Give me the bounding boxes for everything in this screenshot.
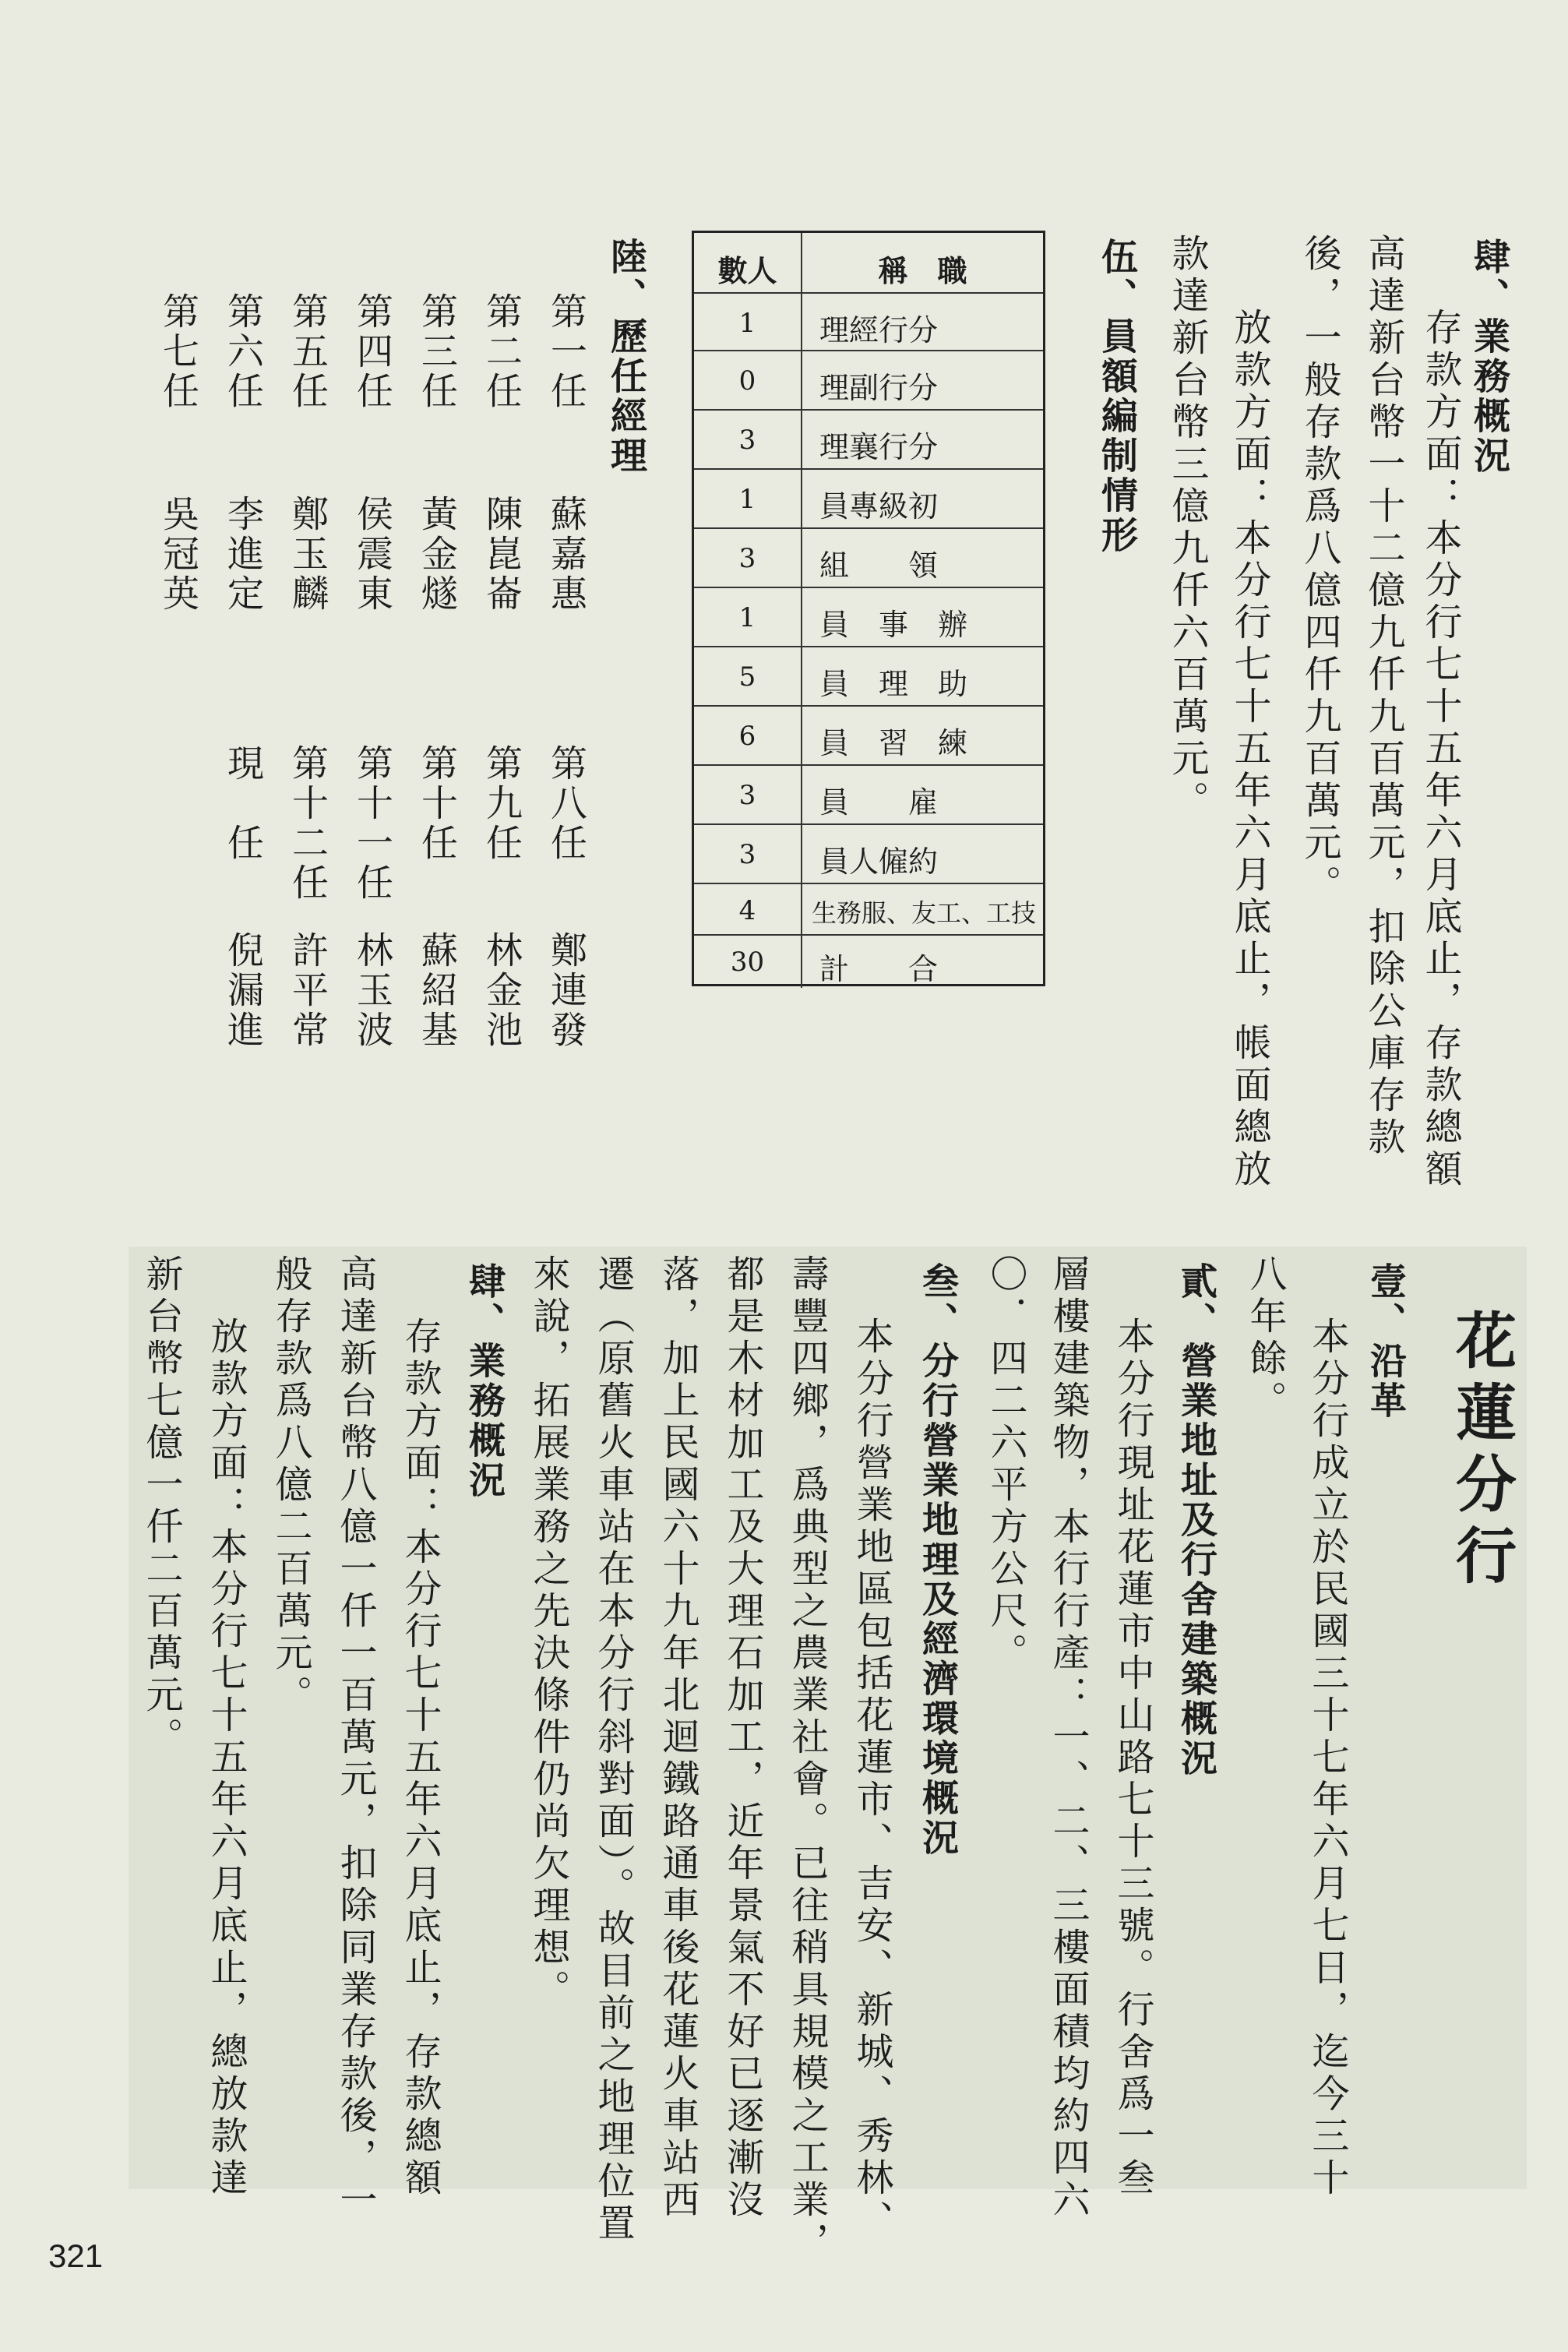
s3-line-4: 落，加上民國六十九年北迴鐵路通車後花蓮火車站西 bbox=[656, 1254, 699, 2222]
header-count: 數人 bbox=[717, 254, 777, 288]
row-count: 3 bbox=[738, 780, 756, 811]
table-row bbox=[694, 587, 1043, 647]
s4-deposit-line-3: 般存款爲八億二百萬元。 bbox=[269, 1254, 312, 1717]
branch-title: 花蓮分行 bbox=[1446, 1309, 1516, 1596]
s4-loan-line-2: 新台幣七億一仟二百萬元。 bbox=[139, 1254, 183, 1759]
manager-name: 林金池 bbox=[480, 931, 523, 1050]
table-row bbox=[694, 883, 1043, 936]
s3-line-5: 遷（原舊火車站在本分行斜對面）。故目前之地理位置 bbox=[591, 1254, 635, 2245]
manager-term: 第十一任 bbox=[351, 744, 393, 903]
row-title: 理副行分 bbox=[801, 351, 1043, 411]
row-title: 員人僱約 bbox=[801, 825, 1043, 884]
row-count: 4 bbox=[738, 895, 756, 926]
manager-name: 鄭連發 bbox=[544, 931, 587, 1050]
manager-term: 第四任 bbox=[351, 292, 393, 411]
manager-name: 黃金燧 bbox=[415, 495, 458, 614]
manager-name: 鄭玉麟 bbox=[286, 495, 329, 614]
table-row bbox=[694, 527, 1043, 588]
top-deposit-line-1: 存款方面：本分行七十五年六月底止，存款總額 bbox=[1418, 308, 1462, 1191]
manager-term: 第十任 bbox=[415, 744, 458, 863]
top-loan-line-2: 款達新台幣三億九仟六百萬元。 bbox=[1165, 234, 1209, 823]
top-deposit-line-2: 高達新台幣一十二億九仟九百萬元，扣除公庫存款 bbox=[1362, 234, 1405, 1159]
manager-term: 第十二任 bbox=[286, 744, 329, 903]
row-count: 5 bbox=[738, 661, 756, 693]
staff-table-header bbox=[694, 233, 1043, 292]
row-count: 1 bbox=[738, 308, 756, 339]
manager-name: 林玉波 bbox=[351, 931, 393, 1050]
row-count: 6 bbox=[738, 721, 756, 752]
top-loan-line-1: 放款方面：本分行七十五年六月底止，帳面總放 bbox=[1228, 308, 1271, 1191]
table-row bbox=[694, 350, 1043, 411]
manager-term: 第一任 bbox=[544, 292, 587, 411]
table-row bbox=[694, 292, 1043, 351]
s4-heading: 肆、業務概況 bbox=[463, 1262, 506, 1500]
table-row bbox=[694, 934, 1043, 988]
s3-line-1: 本分行營業地區包括花蓮市、吉安、新城、秀林、 bbox=[850, 1317, 893, 2242]
s2-heading: 貳、營業地址及行舍建築概況 bbox=[1175, 1262, 1217, 1779]
manager-term: 第九任 bbox=[480, 744, 523, 863]
top-deposit-line-3: 後，一般存款爲八億四仟九百萬元。 bbox=[1298, 234, 1341, 907]
top-section5-heading: 伍、員額編制情形 bbox=[1095, 238, 1138, 555]
manager-term: 第六任 bbox=[221, 292, 264, 411]
manager-name: 侯震東 bbox=[351, 495, 393, 614]
table-row bbox=[694, 468, 1043, 529]
row-title: 理經行分 bbox=[801, 294, 1043, 351]
manager-term: 第二任 bbox=[480, 292, 523, 411]
manager-term: 第八任 bbox=[544, 744, 587, 863]
s4-loan-line-1: 放款方面：本分行七十五年六月底止，總放款達 bbox=[204, 1317, 248, 2200]
row-count: 1 bbox=[738, 602, 756, 633]
manager-name: 吳冠英 bbox=[157, 495, 199, 614]
s3-heading: 叁、分行營業地理及經濟環境概況 bbox=[916, 1262, 959, 1858]
row-title: 理襄行分 bbox=[801, 411, 1043, 470]
s2-line-1: 本分行現址花蓮市中山路七十三號。行舍爲一叁 bbox=[1111, 1317, 1154, 2200]
manager-term: 第七任 bbox=[157, 292, 199, 411]
manager-name: 李進定 bbox=[221, 495, 264, 614]
top-section4-heading: 肆、業務概況 bbox=[1468, 238, 1510, 476]
row-title: 員專級初 bbox=[801, 470, 1043, 529]
row-title: 員 雇 bbox=[801, 766, 1043, 825]
row-count: 3 bbox=[738, 543, 756, 574]
s3-line-6: 來說，拓展業務之先決條件仍尚欠理想。 bbox=[527, 1254, 570, 2012]
row-title: 員 事 辦 bbox=[801, 588, 1043, 647]
row-count: 30 bbox=[730, 947, 765, 978]
row-count: 3 bbox=[738, 839, 756, 870]
row-count: 3 bbox=[738, 425, 756, 456]
staff-table bbox=[692, 231, 1045, 986]
s3-line-2: 壽豐四鄉，爲典型之農業社會。已往稍具規模之工業， bbox=[785, 1254, 829, 2264]
manager-term: 現 任 bbox=[221, 744, 264, 863]
top-section6-heading: 陸、歷任經理 bbox=[604, 238, 647, 476]
row-title: 員 習 練 bbox=[801, 707, 1043, 766]
manager-name: 許平常 bbox=[286, 931, 329, 1050]
row-title: 生務服、友工、工技 bbox=[801, 884, 1043, 936]
table-row bbox=[694, 646, 1043, 707]
page-number: 321 bbox=[48, 2237, 104, 2274]
manager-name: 蘇嘉惠 bbox=[544, 495, 587, 614]
manager-term: 第五任 bbox=[286, 292, 329, 411]
s2-line-2: 層樓建築物，本行行產：一、二、三樓面積均約四六 bbox=[1046, 1254, 1090, 2222]
s1-heading: 壹、沿革 bbox=[1364, 1262, 1407, 1421]
s1-line-2: 八年餘。 bbox=[1243, 1254, 1287, 1423]
s3-line-3: 都是木材加工及大理石加工，近年景氣不好已逐漸沒 bbox=[721, 1254, 764, 2222]
manager-name: 倪漏進 bbox=[221, 931, 264, 1050]
s4-deposit-line-1: 存款方面：本分行七十五年六月底止，存款總額 bbox=[398, 1317, 442, 2200]
s2-line-3: 〇．四二六平方公尺。 bbox=[984, 1254, 1027, 1675]
table-row bbox=[694, 705, 1043, 766]
manager-name: 陳崑崙 bbox=[480, 495, 523, 614]
row-count: 1 bbox=[738, 484, 756, 515]
row-count: 0 bbox=[738, 365, 756, 397]
s4-deposit-line-2: 高達新台幣八億一仟一百萬元，扣除同業存款後，一 bbox=[333, 1254, 377, 2222]
s1-line-1: 本分行成立於民國三十七年六月七日，迄今三十 bbox=[1305, 1317, 1349, 2200]
header-title: 稱 職 bbox=[801, 233, 1043, 292]
table-row bbox=[694, 823, 1043, 884]
manager-name: 蘇紹基 bbox=[415, 931, 458, 1050]
row-title: 組 領 bbox=[801, 529, 1043, 588]
row-title: 員 理 助 bbox=[801, 647, 1043, 707]
manager-term: 第三任 bbox=[415, 292, 458, 411]
table-row bbox=[694, 764, 1043, 825]
table-row bbox=[694, 409, 1043, 470]
row-title: 計 合 bbox=[801, 936, 1043, 988]
